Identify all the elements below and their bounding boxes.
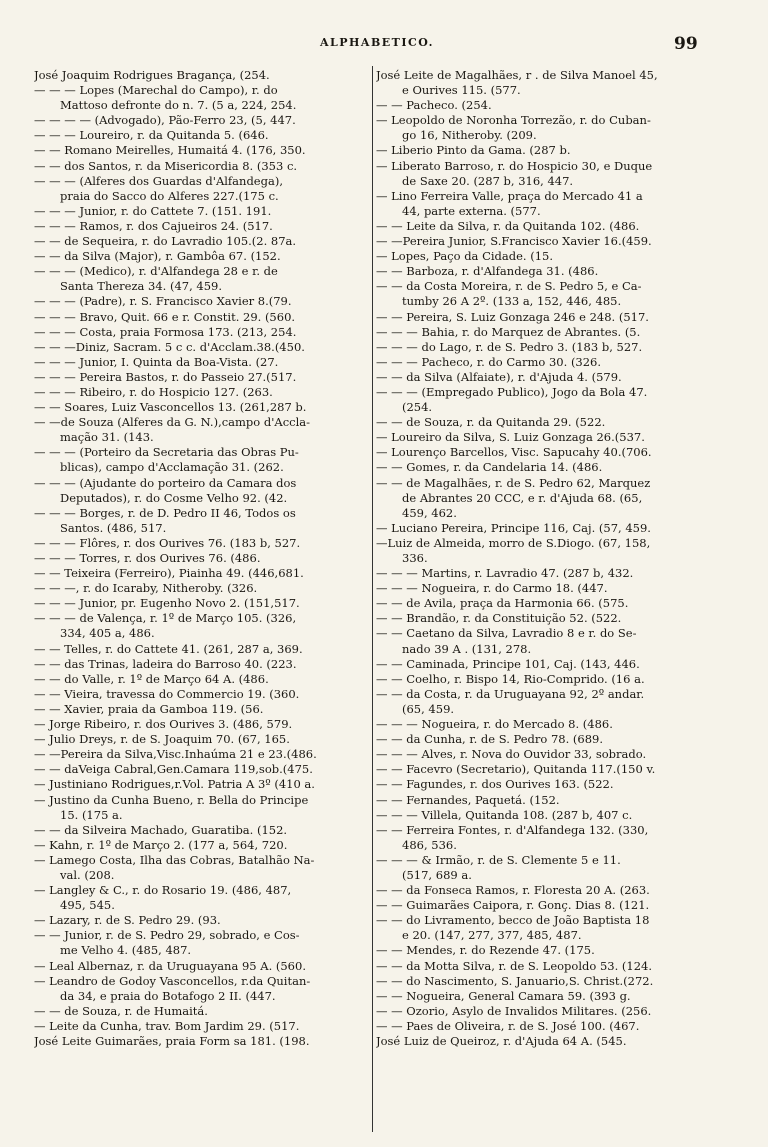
directory-entry-line: — —Pereira Junior, S.Francisco Xavier 16.(459. — [376, 234, 652, 249]
directory-entry-line: — Leite da Cunha, trav. Bom Jardim 29. (517. — [34, 1018, 300, 1033]
directory-entry-line: — — da Silva (Alfaiate), r. d'Ajuda 4. (579. — [376, 369, 622, 384]
directory-entry-line: Santos. (486, 517. — [60, 520, 167, 535]
directory-entry-line: — — Guimarães Caipora, r. Gonç. Dias 8. (121. — [376, 898, 650, 913]
directory-entry-line: — — —, r. do Icaraby, Nitheroby. (326. — [34, 581, 258, 596]
directory-entry-line: — Lino Ferreira Valle, praça do Mercado 41 a — [376, 188, 643, 203]
directory-entry-line: — — Fernandes, Paquetá. (152. — [376, 792, 560, 807]
directory-entry-line: — — da Motta Silva, r. de S. Leopoldo 53. (124. — [376, 958, 652, 973]
directory-entry-line: — — Brandão, r. da Constituição 52. (522. — [376, 611, 622, 626]
directory-entry-line: val. (208. — [60, 867, 115, 882]
directory-entry-line: — — Pacheco. (254. — [376, 98, 492, 113]
directory-entry-line: 336. — [402, 551, 428, 565]
directory-entry-line: — — Xavier, praia da Gamboa 119. (56. — [34, 701, 264, 716]
directory-entry-line: — — do Livramento, becco de João Baptista 18 — [376, 913, 650, 928]
directory-entry-line: — — — Pereira Bastos, r. do Passeio 27.(517. — [34, 369, 297, 384]
directory-entry-line: — — — Flôres, r. dos Ourives 76. (183 b, 527. — [34, 535, 301, 550]
directory-entry-line: (65, 459. — [402, 701, 455, 716]
directory-entry-line: Mattoso defronte do n. 7. (5 a, 224, 254. — [60, 98, 297, 113]
directory-entry-line: — — do Valle, r. 1º de Março 64 A. (486. — [34, 671, 269, 686]
directory-entry-line: — Lamego Costa, Ilha das Cobras, Batalhão Na- — [34, 852, 315, 867]
page-number: 99 — [674, 34, 698, 54]
directory-entry-line: — Lazary, r. de S. Pedro 29. (93. — [34, 913, 221, 928]
directory-entry-line: — — — de Valença, r. 1º de Março 105. (326, — [34, 611, 297, 626]
directory-entry-line: — — Gomes, r. da Candelaria 14. (486. — [376, 460, 603, 475]
directory-entry-line: — — Coelho, r. Bispo 14, Rio-Comprido. (16 a. — [376, 671, 645, 686]
directory-entry-line: e 20. (147, 277, 377, 485, 487. — [402, 928, 582, 943]
left-column — [34, 68, 382, 1049]
directory-entry-line: e Ourives 115. (577. — [402, 83, 521, 98]
directory-entry-line: — — — (Porteiro da Secretaria das Obras Pu- — [34, 445, 299, 460]
directory-entry-line: praia do Sacco do Alferes 227.(175 c. — [60, 188, 279, 203]
directory-entry-line: — — Ferreira Fontes, r. d'Alfandega 132. (330, — [376, 822, 649, 837]
directory-entry-line: — — Mendes, r. do Rezende 47. (175. — [376, 943, 595, 958]
directory-entry-line: — Loureiro da Silva, S. Luiz Gonzaga 26.(537. — [376, 430, 645, 445]
directory-entry-line: — — — Borges, r. de D. Pedro II 46, Todos os — [34, 505, 296, 520]
directory-entry-line: — — Facevro (Secretario), Quitanda 117.(150 v. — [376, 762, 656, 777]
directory-entry-line: — — — Junior, I. Quinta da Boa-Vista. (27. — [34, 354, 279, 369]
directory-entry-line: — — —Diniz, Sacram. 5 c c. d'Acclam.38.(450. — [34, 339, 305, 354]
directory-entry-line: 44, parte externa. (577. — [402, 203, 541, 218]
directory-entry-line: — Luciano Pereira, Principe 116, Caj. (57, 459. — [376, 520, 651, 535]
directory-entry-line: — — — & Irmão, r. de S. Clemente 5 e 11. — [376, 852, 621, 867]
directory-entry-line: nado 39 A . (131, 278. — [402, 641, 532, 656]
directory-entry-line: — — da Fonseca Ramos, r. Floresta 20 A. (263. — [376, 883, 650, 898]
directory-entry-line: — Langley & C., r. do Rosario 19. (486, 487, — [34, 883, 292, 898]
directory-entry-line: — — — Alves, r. Nova do Ouvidor 33, sobrado. — [376, 747, 647, 762]
directory-entry-line: — — — Bravo, Quit. 66 e r. Constit. 29. (560. — [34, 309, 296, 324]
directory-entry-line: — Justino da Cunha Bueno, r. Bella do Principe — [34, 792, 309, 807]
directory-entry-line: — — Fagundes, r. dos Ourives 163. (522. — [376, 777, 614, 792]
directory-entry-line: de Saxe 20. (287 b, 316, 447. — [402, 173, 574, 188]
directory-entry-line: — — Paes de Oliveira, r. de S. José 100. (467. — [376, 1018, 640, 1033]
directory-entry-line: — — da Cunha, r. de S. Pedro 78. (689. — [376, 732, 604, 747]
directory-entry-line: — — Nogueira, General Camara 59. (393 g. — [376, 988, 631, 1003]
directory-entry-line: 459, 462. — [402, 505, 457, 520]
directory-entry-line: — — daVeiga Cabral,Gen.Camara 119,sob.(475. — [34, 762, 313, 777]
directory-entry-line: — — da Costa Moreira, r. de S. Pedro 5, e Ca- — [376, 279, 642, 294]
directory-entry-line: — — — (Ajudante do porteiro da Camara dos — [34, 475, 297, 490]
directory-entry-line: — — do Nascimento, S. Januario,S. Christ.(272. — [376, 973, 654, 988]
directory-entry-line: — Leandro de Godoy Vasconcellos, r.da Quitan- — [34, 973, 311, 988]
directory-entry-line: (254. — [402, 400, 433, 415]
directory-entry-line: de Abrantes 20 CCC, e r. d'Ajuda 68. (65, — [402, 490, 643, 505]
directory-entry-line: — — Caminada, Principe 101, Caj. (143, 446. — [376, 656, 640, 671]
directory-entry-line: — — — Villela, Quitanda 108. (287 b, 407 c. — [376, 807, 633, 822]
directory-entry-line: — — Vieira, travessa do Commercio 19. (360. — [34, 686, 300, 701]
directory-entry-line: — — — Ribeiro, r. do Hospicio 127. (263. — [34, 384, 273, 399]
directory-entry-line: mação 31. (143. — [60, 430, 154, 445]
directory-entry-line: — — de Souza, r. da Quitanda 29. (522. — [376, 415, 606, 430]
page-header — [0, 34, 768, 54]
directory-entry-line: — — Teixeira (Ferreiro), Piainha 49. (446,681. — [34, 566, 304, 581]
directory-entry-line: — — Soares, Luiz Vasconcellos 13. (261,287 b. — [34, 400, 307, 415]
directory-entry-line: — Justiniano Rodrigues,r.Vol. Patria A 3º (410 a. — [34, 777, 315, 792]
directory-entry-line: — — — Lopes (Marechal do Campo), r. do — [34, 83, 278, 98]
directory-entry-line: — — Caetano da Silva, Lavradio 8 e r. do Se- — [376, 626, 637, 641]
directory-entry-line: — — — Costa, praia Formosa 173. (213, 254. — [34, 324, 297, 339]
directory-entry-line: — — da Silva (Major), r. Gambôa 67. (152. — [34, 249, 281, 264]
directory-entry-line: da 34, e praia do Botafogo 2 II. (447. — [60, 988, 276, 1003]
directory-entry-line: — —Pereira da Silva,Visc.Inhaúma 21 e 23.(486. — [34, 747, 317, 762]
directory-entry-line: — Liberato Barroso, r. do Hospicio 30, e Duque — [376, 158, 653, 173]
right-column — [376, 68, 740, 1049]
directory-entry-line: — — — Nogueira, r. do Mercado 8. (486. — [376, 717, 613, 732]
directory-entry-line: — — — Martins, r. Lavradio 47. (287 b, 432. — [376, 566, 634, 581]
directory-entry-line: — — — — (Advogado), Pão-Ferro 23, (5, 447. — [34, 113, 296, 128]
directory-entry-line: — — de Magalhães, r. de S. Pedro 62, Marquez — [376, 475, 651, 490]
directory-entry-line: (517, 689 a. — [402, 867, 472, 882]
directory-entry-line: — — — (Alferes dos Guardas d'Alfandega), — [34, 173, 283, 188]
directory-entry-line: 495, 545. — [60, 898, 115, 913]
directory-entry-line: — — — (Padre), r. S. Francisco Xavier 8.(79. — [34, 294, 292, 309]
directory-entry-line: José Joaquim Rodrigues Bragança, (254. — [34, 68, 270, 82]
directory-entry-line: — — — Junior, r. do Cattete 7. (151. 191. — [34, 203, 272, 218]
directory-entry-line: 15. (175 a. — [60, 807, 123, 822]
directory-entry-line: — — de Avila, praça da Harmonia 66. (575. — [376, 596, 629, 611]
directory-entry-line: — Kahn, r. 1º de Março 2. (177 a, 564, 720. — [34, 837, 288, 852]
directory-entry-line: — — Ozorio, Asylo de Invalidos Militares. (256. — [376, 1003, 652, 1018]
directory-entry-line: 486, 536. — [402, 837, 457, 852]
directory-entry-line: Deputados), r. do Cosme Velho 92. (42. — [60, 490, 288, 505]
directory-entry-line: — — dos Santos, r. da Misericordia 8. (353 c. — [34, 158, 298, 173]
directory-entry-line: — — Junior, r. de S. Pedro 29, sobrado, e Cos- — [34, 928, 300, 943]
directory-entry-line: — Julio Dreys, r. de S. Joaquim 70. (67, 165. — [34, 732, 290, 747]
directory-entry-line: go 16, Nitheroby. (209. — [402, 128, 537, 143]
directory-entry-line: tumby 26 A 2º. (133 a, 152, 446, 485. — [402, 294, 622, 309]
directory-entry-line: blicas), campo d'Acclamação 31. (262. — [60, 460, 284, 475]
column-divider — [372, 66, 373, 1132]
directory-entry-line: me Velho 4. (485, 487. — [60, 943, 192, 958]
directory-entry-line: — — Leite da Silva, r. da Quitanda 102. (486. — [376, 218, 640, 233]
directory-entry-line: — — Barboza, r. d'Alfandega 31. (486. — [376, 264, 599, 279]
directory-entry-line: —Luiz de Almeida, morro de S.Diogo. (67, 158, — [376, 535, 651, 550]
directory-entry-line: — — de Sequeira, r. do Lavradio 105.(2. 87a. — [34, 234, 297, 249]
directory-entry-line: — — — Junior, pr. Eugenho Novo 2. (151,517. — [34, 596, 300, 611]
directory-entry-line: — — da Costa, r. da Uruguayana 92, 2º andar. — [376, 686, 645, 701]
directory-entry-line: José Leite de Magalhães, r . de Silva Manoel 45, — [376, 68, 658, 82]
directory-entry-line: — — — Loureiro, r. da Quitanda 5. (646. — [34, 128, 269, 143]
directory-entry-line: — — — Nogueira, r. do Carmo 18. (447. — [376, 581, 608, 596]
directory-entry-line: — — Romano Meirelles, Humaitá 4. (176, 350. — [34, 143, 306, 158]
directory-entry-line: — — — (Medico), r. d'Alfandega 28 e r. de — [34, 264, 278, 279]
directory-entry-line: — — — Ramos, r. dos Cajueiros 24. (517. — [34, 218, 273, 233]
directory-entry-line: — Leopoldo de Noronha Torrezão, r. do Cuban- — [376, 113, 651, 128]
directory-entry-line: — — de Souza, r. de Humaitá. — [34, 1003, 208, 1018]
directory-entry-line: — Lourenço Barcellos, Visc. Sapucahy 40.(706. — [376, 445, 652, 460]
directory-entry-line: — — — Bahia, r. do Marquez de Abrantes. (5. — [376, 324, 641, 339]
directory-entry-line: José Luiz de Queiroz, r. d'Ajuda 64 A. (545. — [376, 1034, 627, 1048]
directory-entry-line: — — Pereira, S. Luiz Gonzaga 246 e 248. (517. — [376, 309, 649, 324]
directory-entry-line: — — — (Empregado Publico), Jogo da Bola 47. — [376, 384, 648, 399]
directory-entry-line: — — Telles, r. do Cattete 41. (261, 287 a, 369. — [34, 641, 303, 656]
directory-entry-line: — — — do Lago, r. de S. Pedro 3. (183 b, 527. — [376, 339, 643, 354]
running-title: ALPHABETICO. — [320, 36, 435, 49]
directory-entry-line: Santa Thereza 34. (47, 459. — [60, 279, 223, 294]
directory-entry-line: — Jorge Ribeiro, r. dos Ourives 3. (486, 579. — [34, 717, 293, 732]
directory-entry-line: — Lopes, Paço da Cidade. (15. — [376, 249, 554, 264]
directory-entry-line: José Leite Guimarães, praia Form sa 181. (198. — [34, 1034, 310, 1048]
directory-entry-line: — — — Torres, r. dos Ourives 76. (486. — [34, 551, 261, 565]
directory-entry-line: 334, 405 a, 486. — [60, 626, 155, 641]
directory-entry-line: — — — Pacheco, r. do Carmo 30. (326. — [376, 354, 602, 369]
directory-entry-line: — Liberio Pinto da Gama. (287 b. — [376, 143, 571, 158]
directory-entry-line: — — das Trinas, ladeira do Barroso 40. (223. — [34, 656, 297, 671]
directory-entry-line: — Leal Albernaz, r. da Uruguayana 95 A. (560. — [34, 958, 306, 973]
directory-entry-line: — —de Souza (Alferes da G. N.),campo d'Accla- — [34, 415, 311, 430]
directory-entry-line: — — da Silveira Machado, Guaratiba. (152. — [34, 822, 288, 837]
